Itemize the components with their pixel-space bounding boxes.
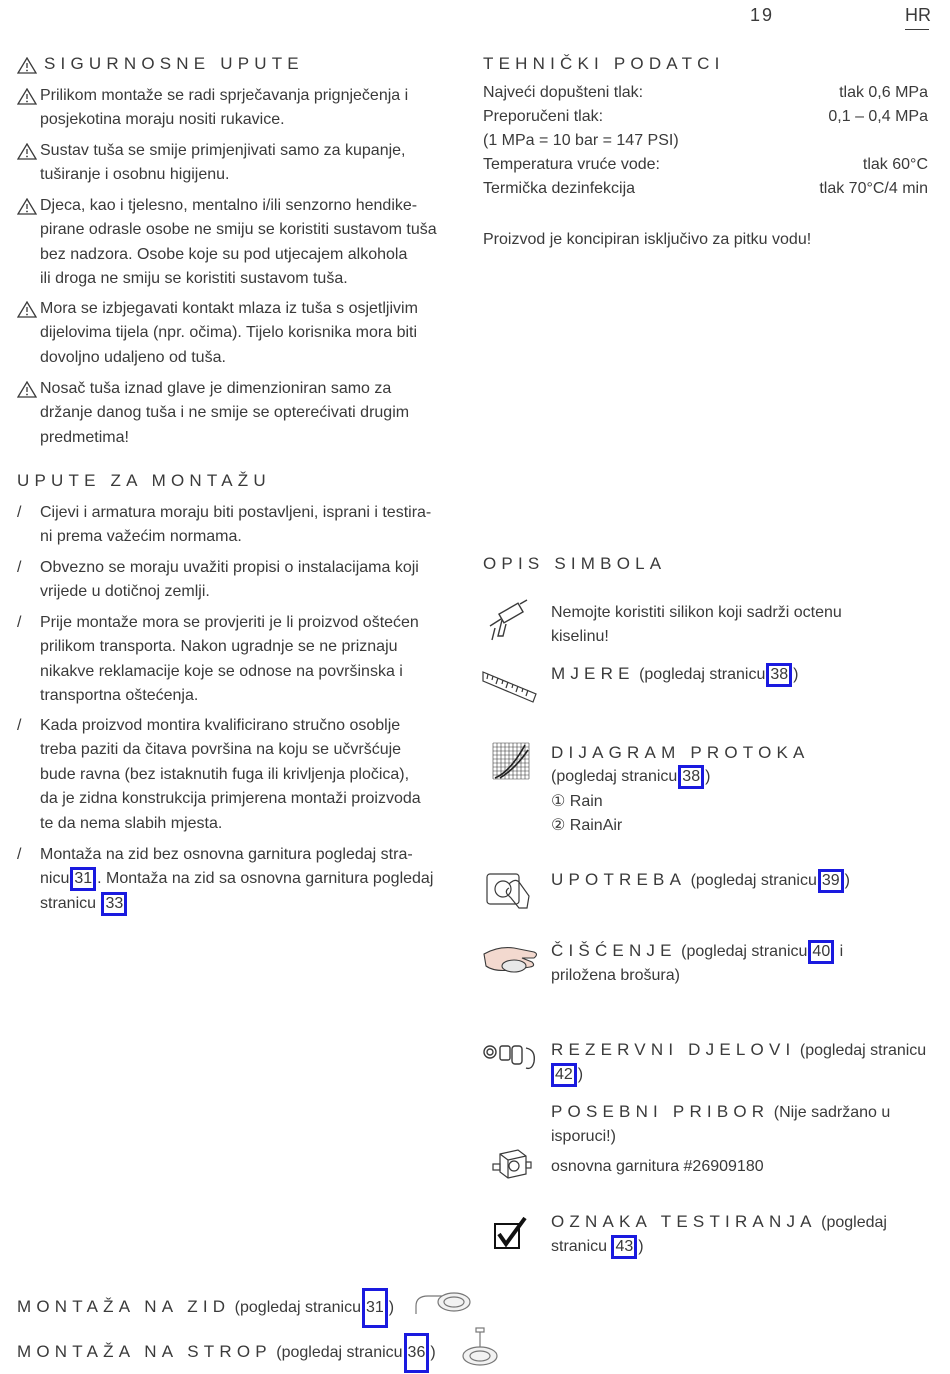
cleaning-hand-icon (482, 940, 540, 978)
tech-label: Termička dezinfekcija (483, 180, 636, 197)
page-link-36[interactable]: 36 (404, 1333, 430, 1373)
ciscenje-line (551, 939, 843, 964)
install-line: da je zidna konstrukcija primjerena montaži proizvoda (40, 790, 421, 808)
rezervni-ref: (pogledaj stranicu (799, 1042, 927, 1059)
slash-bullet: / (17, 559, 22, 576)
safety-item (17, 377, 467, 450)
mjere-line (551, 662, 799, 687)
montaza-zid-close: ) (388, 1299, 395, 1316)
dijagram-close: ) (705, 768, 711, 786)
install-item (17, 714, 467, 836)
tech-row (483, 108, 928, 126)
page-link-40[interactable]: 40 (808, 940, 834, 964)
safety-line: ili droga ne smiju se koristiti sustavom tuša. (40, 270, 348, 288)
upotreba-line (551, 868, 850, 893)
ciscenje-title: ČIŠĆENJE (551, 941, 677, 960)
tech-row (483, 84, 928, 102)
ciscenje-and: i (835, 943, 844, 960)
montaza-zid-title: MONTAŽA NA ZID (17, 1297, 231, 1316)
install-text: stranicu (40, 894, 97, 912)
slash-bullet: / (17, 504, 22, 521)
install-line: vrijede u dotičnoj zemlji. (40, 583, 210, 601)
install-line: Kada proizvod montira kvalificirano stručno osoblje (40, 717, 401, 734)
mjere-close: ) (793, 666, 799, 683)
rezervni-title: REZERVNI DJELOVI (551, 1040, 796, 1059)
language-code: HR (905, 5, 931, 25)
safety-line: dijelovima tijela (npr. očima). Tijelo korisnika mora biti (40, 324, 418, 342)
montaza-strop-title: MONTAŽA NA STROP (17, 1342, 272, 1361)
tech-value: tlak 70°C/4 min (819, 180, 928, 197)
install-line: Montaža na zid bez osnovna garnitura pogledaj stra- (40, 846, 413, 863)
safety-line: držanje danog tuša i ne smije se opterećivati drugim (40, 404, 410, 422)
install-line: transportna oštećenja. (40, 687, 199, 705)
page-link-43[interactable]: 43 (611, 1235, 637, 1259)
tech-row (483, 132, 928, 150)
install-line: Prije montaže mora se provjeriti je li proizvod oštećen (40, 614, 419, 631)
dijagram-option-rainair: ② RainAir (551, 817, 623, 835)
page-link-38[interactable]: 38 (678, 765, 704, 789)
ruler-icon (482, 668, 538, 706)
oznaka-close: ) (638, 1238, 644, 1256)
safety-line: bez nadzora. Osobe koje su pod utjecajem alkohola (40, 245, 408, 263)
install-line: bude ravna (bez istaknutih fuga ili krivljenja pločica), (40, 765, 410, 783)
install-line (40, 892, 467, 916)
dijagram-title: DIJAGRAM PROTOKA (551, 743, 810, 762)
tech-value: tlak 0,6 MPa (839, 84, 928, 101)
safety-item (17, 194, 467, 292)
wall-shower-icon (412, 1284, 474, 1320)
tech-label: (1 MPa = 10 bar = 147 PSI) (483, 132, 679, 149)
check-mark-icon (493, 1216, 529, 1252)
upotreba-close: ) (844, 872, 850, 889)
dijagram-ref-text: (pogledaj stranicu (551, 768, 678, 786)
symbols-title: OPIS SIMBOLA (483, 554, 667, 573)
pribor-line (551, 1100, 931, 1125)
oznaka-block (551, 1210, 931, 1260)
oznaka-line2 (551, 1235, 931, 1259)
safety-line: tuširanje i osobnu higijenu. (40, 166, 230, 184)
install-item (17, 556, 467, 605)
safety-line: Nosač tuša iznad glave je dimenzioniran samo za (40, 380, 392, 397)
flow-diagram-icon (492, 742, 530, 780)
upotreba-title: UPOTREBA (551, 870, 687, 889)
oznaka-ref: (pogledaj (821, 1214, 887, 1231)
warning-icon (17, 381, 37, 398)
montaza-strop-ref: (pogledaj stranicu (276, 1344, 403, 1361)
install-item (17, 843, 467, 916)
basic-set-icon (490, 1146, 532, 1184)
dijagram-option-rain: ① Rain (551, 792, 603, 810)
montaza-zid-line (17, 1288, 394, 1328)
ceiling-shower-icon (460, 1326, 500, 1368)
dijagram-block (551, 741, 810, 839)
slash-bullet: / (17, 846, 22, 863)
tech-label: Temperatura vruće vode: (483, 156, 660, 173)
pribor-note: (Nije sadržano u (773, 1104, 891, 1121)
pribor-title: POSEBNI PRIBOR (551, 1102, 770, 1121)
rezervni-line2 (551, 1063, 931, 1087)
page-number: 19 (750, 5, 775, 25)
spare-parts-icon (482, 1040, 540, 1076)
mjere-title: MJERE (551, 664, 635, 683)
warning-icon (17, 57, 37, 74)
montaza-strop-close: ) (430, 1344, 436, 1361)
safety-item (17, 84, 467, 133)
install-title: UPUTE ZA MONTAŽU (17, 471, 271, 490)
safety-title: SIGURNOSNE UPUTE (44, 54, 304, 73)
install-line: treba paziti da čitava površina na koju se učvršćuje (40, 741, 402, 759)
silicone-line: kiselinu! (551, 628, 609, 646)
install-line: ni prema važećim normama. (40, 528, 242, 546)
safety-line: pirane odrasle osobe ne smiju se koristiti sustavom tuša (40, 221, 437, 239)
tech-label: Preporučeni tlak: (483, 108, 604, 125)
page-link-39[interactable]: 39 (818, 869, 844, 893)
page-link-31[interactable]: 31 (362, 1288, 388, 1328)
silicone-text (551, 601, 842, 650)
mjere-ref: (pogledaj stranicu (639, 666, 766, 683)
tech-row (483, 180, 928, 198)
warning-icon (17, 198, 37, 215)
install-line: prilikom transporta. Nakon ugradnje se ne priznaju (40, 638, 398, 656)
page-link-42[interactable]: 42 (551, 1063, 577, 1087)
upotreba-ref: (pogledaj stranicu (690, 872, 817, 889)
page-link-31[interactable]: 31 (70, 867, 96, 891)
ciscenje-line2: priložena brošura) (551, 967, 680, 985)
page-link-38[interactable]: 38 (766, 663, 792, 687)
warning-icon (17, 88, 37, 105)
tech-title: TEHNIČKI PODATCI (483, 54, 725, 73)
safety-line: Prilikom montaže se radi sprječavanja prignječenja i (40, 87, 409, 104)
oznaka-line (551, 1210, 931, 1235)
pribor-line2: isporuci!) (551, 1128, 616, 1146)
usage-hand-icon (485, 868, 533, 910)
pribor-item: osnovna garnitura #26909180 (551, 1158, 764, 1175)
warning-icon (17, 301, 37, 318)
tech-value: 0,1 – 0,4 MPa (828, 108, 928, 125)
rezervni-block (551, 1038, 931, 1088)
install-item (17, 501, 467, 550)
install-line: te da nema slabih mjesta. (40, 814, 223, 832)
slash-bullet: / (17, 717, 22, 734)
safety-item (17, 297, 467, 370)
montaza-zid-ref: (pogledaj stranicu (234, 1299, 361, 1316)
safety-line: Sustav tuša se smije primjenjivati samo za kupanje, (40, 142, 406, 159)
install-text: nicu (40, 870, 70, 888)
safety-line: Mora se izbjegavati kontakt mlaza iz tuša s osjetljivim (40, 300, 418, 317)
ciscenje-ref: (pogledaj stranicu (681, 943, 808, 960)
tech-row (483, 156, 928, 174)
safety-line: Djeca, kao i tjelesno, mentalno i/ili senzorno hendike- (40, 197, 418, 214)
install-text: . Montaža na zid sa osnovna garnitura pogledaj (97, 870, 434, 888)
install-line: Cijevi i armatura moraju biti postavljeni, isprani i testira- (40, 504, 432, 521)
silicone-gun-icon (486, 598, 530, 642)
slash-bullet: / (17, 614, 22, 631)
ciscenje-block (551, 939, 843, 989)
install-item (17, 611, 467, 709)
silicone-line: Nemojte koristiti silikon koji sadrži octenu (551, 604, 842, 621)
install-line (40, 867, 467, 891)
safety-line: predmetima! (40, 428, 129, 446)
montaza-strop-line (17, 1333, 436, 1373)
safety-line: posjekotina moraju nositi rukavice. (40, 111, 285, 129)
oznaka-title: OZNAKA TESTIRANJA (551, 1212, 817, 1231)
tech-label: Najveći dopušteni tlak: (483, 84, 644, 101)
page-link-33[interactable]: 33 (101, 892, 127, 916)
pribor-block (551, 1100, 931, 1150)
dijagram-ref (551, 765, 810, 789)
install-line: Obvezno se moraju uvažiti propisi o instalacijama koji (40, 559, 419, 576)
tech-value: tlak 60°C (862, 156, 928, 173)
install-line: nikakve reklamacije koje se odnose na površinska i (40, 662, 403, 680)
safety-item (17, 139, 467, 188)
oznaka-ref2: stranicu (551, 1238, 608, 1256)
tech-note: Proizvod je koncipiran isključivo za pitku vodu! (483, 231, 812, 248)
warning-icon (17, 143, 37, 160)
rezervni-line (551, 1038, 931, 1063)
rezervni-close: ) (577, 1066, 584, 1084)
header-underline (905, 29, 929, 30)
safety-line: dovoljno udaljeno od tuša. (40, 348, 226, 366)
